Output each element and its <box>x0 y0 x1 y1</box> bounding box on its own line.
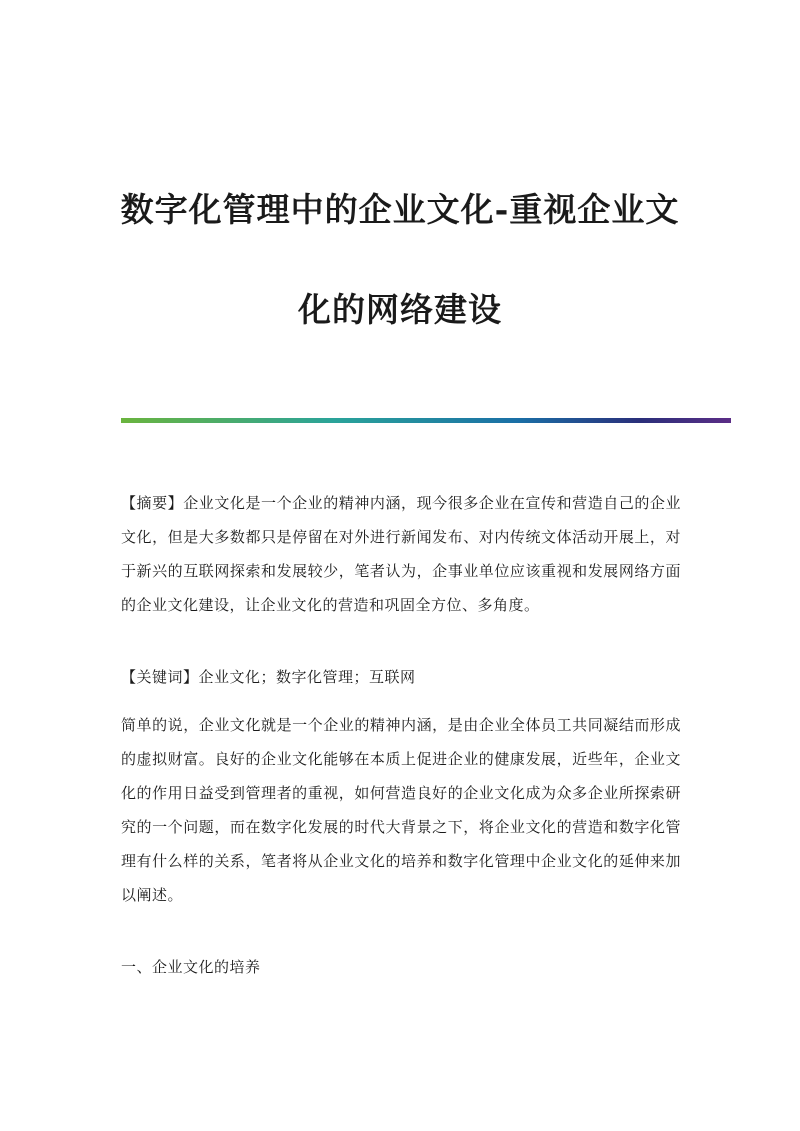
abstract-paragraph: 【摘要】企业文化是一个企业的精神内涵，现今很多企业在宣传和营造自己的企业文化，但是大多数都只是停留在对外进行新闻发布、对内传统文体活动开展上，对于新兴的互联网探索和发展较少，笔者认为，企事业单位应该重视和发展网络方面的企业文化建设，让企业文化的营造和巩固全方位、多角度。 <box>121 494 681 614</box>
keywords-paragraph: 【关键词】企业文化；数字化管理；互联网 <box>121 668 416 686</box>
document-title: 数字化管理中的企业文化-重视企业文化的网络建设 <box>120 190 680 329</box>
section-heading: 一、企业文化的培养 <box>121 958 261 976</box>
body-paragraph: 简单的说，企业文化就是一个企业的精神内涵，是由企业全体员工共同凝结而形成的虚拟财富。良好的企业文化能够在本质上促进企业的健康发展，近些年，企业文化的作用日益受到管理者的重视，如何营造良好的企业文化成为众多企业所探索研究的一个问题，而在数字化发展的时代大背景之下，将企业文化的营造和数字化管理有什么样的关系，笔者将从企业文化的培养和数字化管理中企业文化的延伸来加以阐述。 <box>121 716 681 904</box>
title-divider <box>121 418 731 423</box>
